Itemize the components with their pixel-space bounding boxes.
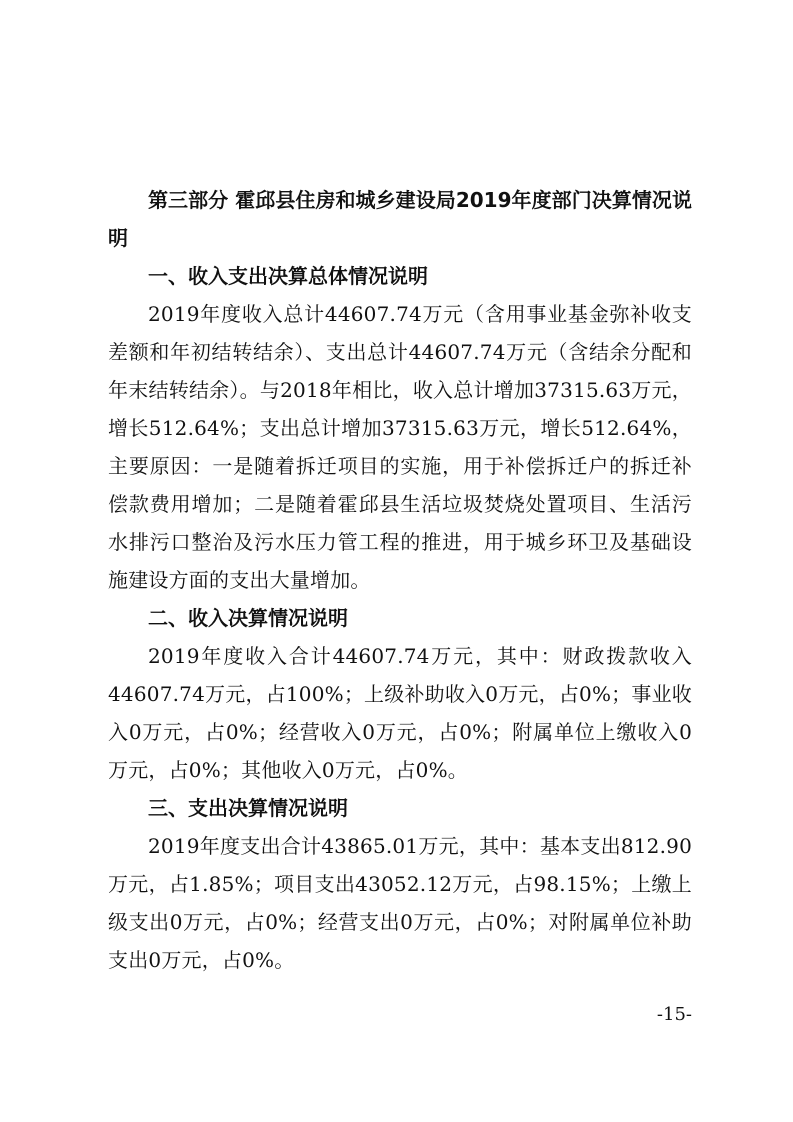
section-heading-2: 二、收入决算情况说明: [148, 606, 348, 630]
section-paragraph-1: 2019年度收入总计44607.74万元（含用事业基金弥补收支差额和年初结转结余）、支出总计44607.74万元（含结余分配和年末结转结余）。与2018年相比，收入总计增加37315.63万元，增长512.64%；支出总计增加37315.63万元，增长512.64%，主要原因：一是随着拆迁项目的实施，用于补偿拆迁户的拆迁补偿款费用增加；二是随着霍邱县生活垃圾焚烧处置项目、生活污水排污口整治及污水压力管工程的推进，用于城乡环卫及基础设施建设方面的支出大量增加。: [108, 302, 692, 592]
document-title: 第三部分 霍邱县住房和城乡建设局2019年度部门决算情况说明: [108, 188, 692, 250]
section-paragraph-3: 2019年度支出合计43865.01万元，其中：基本支出812.90万元，占1.85%；项目支出43052.12万元，占98.15%；上缴上级支出0万元，占0%；经营支出0万元，占0%；对附属单位补助支出0万元，占0%。: [108, 834, 692, 972]
section-paragraph-2: 2019年度收入合计44607.74万元，其中：财政拨款收入44607.74万元，占100%；上级补助收入0万元，占0%；事业收入0万元，占0%；经营收入0万元，占0%；附属单位上缴收入0万元，占0%；其他收入0万元，占0%。: [108, 644, 692, 782]
document-body: [108, 181, 692, 979]
section-heading-1: 一、收入支出决算总体情况说明: [148, 264, 428, 288]
page-number: -15-: [656, 1004, 692, 1025]
section-heading-3: 三、支出决算情况说明: [148, 796, 348, 820]
